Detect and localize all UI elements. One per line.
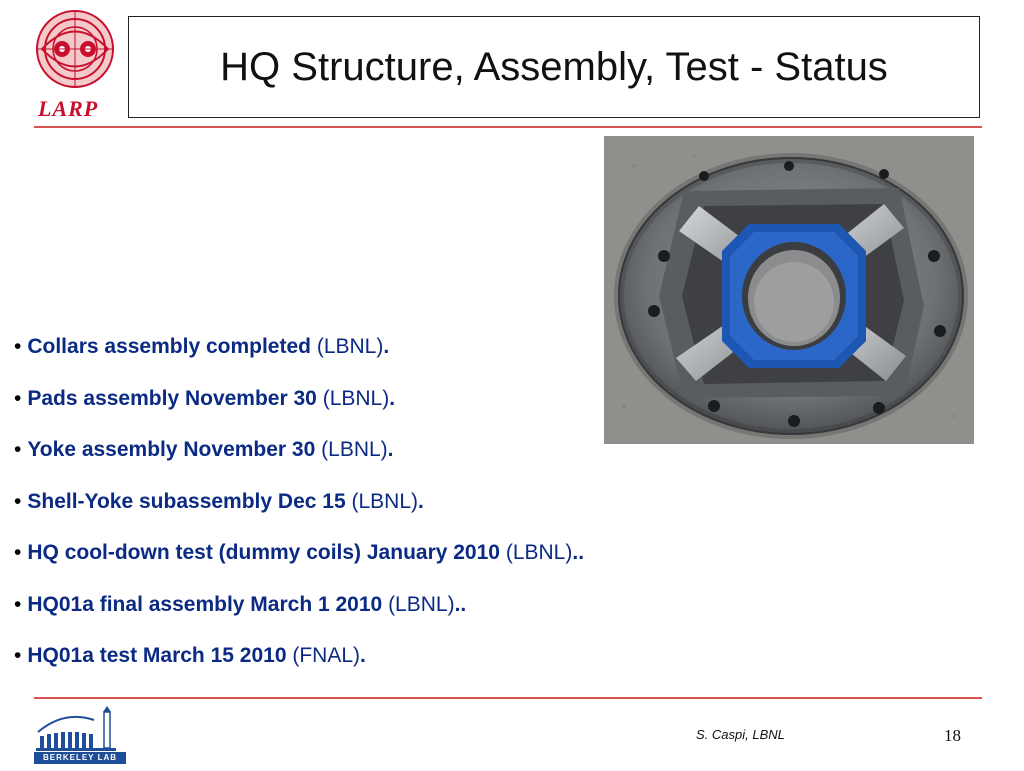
item-org: (LBNL) — [351, 489, 418, 513]
item-period: .. — [572, 541, 585, 564]
larp-emblem-icon — [30, 4, 120, 99]
hq-structure-photo — [604, 136, 974, 444]
item-org: (LBNL) — [505, 541, 573, 564]
list-item: • HQ01a final assembly March 1 2010 (LBNL).. — [14, 592, 467, 616]
item-org: (LBNL) — [388, 592, 455, 616]
larp-logo-text: LARP — [38, 96, 99, 121]
list-item: • HQ01a test March 15 2010 (FNAL). — [14, 644, 366, 667]
item-period: . — [418, 489, 424, 513]
footer-author: S. Caspi, LBNL — [696, 727, 785, 742]
item-text: HQ01a test March 15 2010 — [27, 644, 287, 667]
item-org: (FNAL) — [292, 644, 361, 667]
item-org: (LBNL) — [316, 335, 384, 358]
list-item: • HQ cool-down test (dummy coils) January 2010 (LBNL).. — [14, 541, 585, 564]
item-text: HQ cool-down test (dummy coils) January 2010 — [27, 541, 500, 564]
item-period: . — [360, 644, 366, 667]
item-text: Yoke assembly November 30 — [27, 438, 316, 461]
page-number: 18 — [944, 726, 961, 745]
list-item: • Collars assembly completed (LBNL). — [14, 335, 390, 358]
list-item: • Pads assembly November 30 (LBNL). — [14, 386, 396, 410]
item-period: .. — [454, 592, 467, 616]
item-period: . — [389, 386, 396, 410]
berkeley-lab-text: BERKELEY LAB — [34, 752, 126, 764]
item-text: Pads assembly November 30 — [27, 386, 317, 410]
page-title: HQ Structure, Assembly, Test - Status — [220, 44, 888, 89]
berkeley-lab-logo — [34, 706, 130, 766]
item-text: Collars assembly completed — [27, 335, 311, 358]
bottom-divider — [34, 697, 982, 699]
list-item: • Shell-Yoke subassembly Dec 15 (LBNL). — [14, 489, 424, 513]
item-text: HQ01a final assembly March 1 2010 — [27, 592, 383, 616]
item-text: Shell-Yoke subassembly Dec 15 — [27, 489, 346, 513]
item-period: . — [383, 335, 390, 358]
top-divider — [34, 126, 982, 128]
status-bullet-list — [14, 334, 584, 695]
item-org: (LBNL) — [321, 438, 388, 461]
list-item: • Yoke assembly November 30 (LBNL). — [14, 438, 394, 461]
item-org: (LBNL) — [322, 386, 390, 410]
item-period: . — [387, 438, 394, 461]
title-box — [128, 16, 980, 118]
